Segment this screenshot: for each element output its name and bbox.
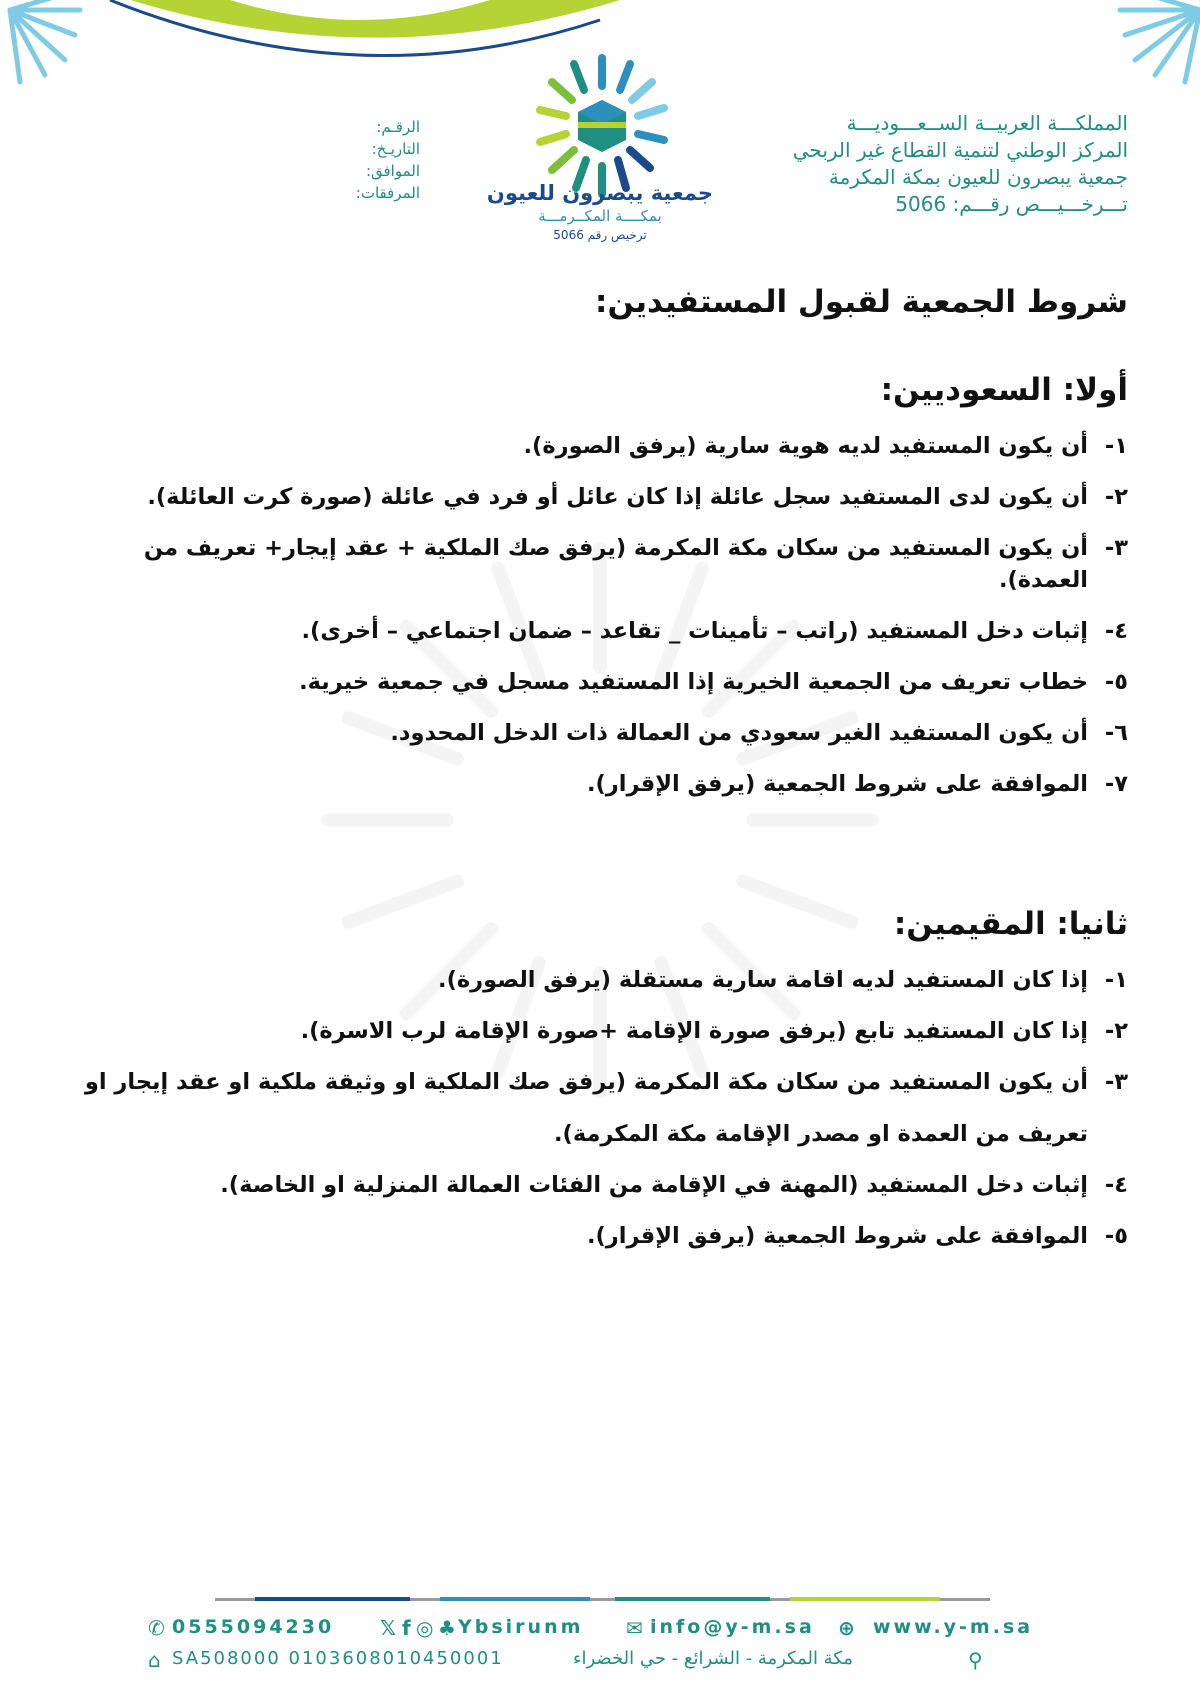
instagram-icon[interactable]: ◎ xyxy=(416,1616,434,1640)
field-corresponding: الموافق: xyxy=(365,162,420,180)
org-line-kingdom: المملكـــة العربيــة الســعـــوديـــة xyxy=(846,111,1128,135)
footer-address-row xyxy=(148,1648,1058,1676)
item-text: أن يكون المستفيد لديه هوية سارية (يرفق الصورة). xyxy=(523,433,1088,459)
item-text: أن يكون المستفيد الغير سعودي من العمالة ذات الدخل المحدود. xyxy=(390,720,1088,746)
list-item xyxy=(68,481,1128,513)
footer-accent-navy xyxy=(255,1597,410,1601)
location-pin-icon: ⚲ xyxy=(968,1648,983,1672)
letterhead-reference-fields xyxy=(300,116,420,204)
logo-city: بمكــــة المكــرمـــة xyxy=(538,207,662,225)
footer-email[interactable]: info@y-m.sa xyxy=(650,1616,815,1638)
footer xyxy=(0,1590,1200,1697)
list-item xyxy=(68,1169,1128,1201)
item-number: ٣- xyxy=(1104,535,1128,561)
org-line-center: المركز الوطني لتنمية القطاع غير الربحي xyxy=(792,138,1128,162)
item-number: ٦- xyxy=(1104,720,1128,746)
footer-social-handle[interactable]: Ybsirunm xyxy=(458,1616,584,1638)
document-body xyxy=(68,280,1128,1271)
saudi-conditions-list xyxy=(68,430,1128,800)
field-number: الرقـم: xyxy=(376,118,420,136)
list-item xyxy=(68,666,1128,698)
list-item xyxy=(68,430,1128,462)
list-item xyxy=(68,768,1128,800)
corner-burst-left xyxy=(0,0,90,90)
item-number: ١- xyxy=(1104,967,1128,993)
footer-address: مكة المكرمة - الشرائع - حي الخضراء xyxy=(573,1648,853,1669)
email-icon: ✉ xyxy=(626,1616,643,1640)
globe-icon: ⊕ xyxy=(838,1616,855,1640)
list-item xyxy=(68,964,1128,996)
footer-iban: SA508000 0103608010450001 xyxy=(172,1648,504,1669)
item-text: إذا كان المستفيد لديه اقامة سارية مستقلة (يرفق الصورة). xyxy=(438,967,1088,993)
item-text: خطاب تعريف من الجمعية الخيرية إذا المستفيد مسجل في جمعية خيرية. xyxy=(299,669,1088,695)
footer-accent-blue xyxy=(440,1597,590,1601)
item-number: ٤- xyxy=(1104,1172,1128,1198)
item-text: أن يكون لدى المستفيد سجل عائلة إذا كان عائل أو فرد في عائلة (صورة كرت العائلة). xyxy=(147,484,1088,510)
item-text: أن يكون المستفيد من سكان مكة المكرمة (يرفق صك الملكية او وثيقة ملكية او عقد إيجار او تعريف من العمدة او مصدر الإقامة مكة المكرمة). xyxy=(84,1069,1088,1147)
whatsapp-icon: ✆ xyxy=(148,1616,165,1640)
item-number: ٢- xyxy=(1104,484,1128,510)
footer-contact-row xyxy=(148,1616,1058,1644)
section-heading-residents: ثانيا: المقيمين: xyxy=(893,906,1128,942)
item-number: ٥- xyxy=(1104,1223,1128,1249)
footer-accent-teal xyxy=(615,1597,770,1601)
list-item xyxy=(68,1015,1128,1047)
list-item xyxy=(68,1066,1128,1150)
facebook-icon[interactable]: f xyxy=(402,1616,411,1640)
x-icon[interactable]: 𝕏 xyxy=(380,1616,397,1640)
snapchat-icon[interactable]: ♣ xyxy=(438,1616,456,1640)
item-text: إثبات دخل المستفيد (المهنة في الإقامة من الفئات العمالة المنزلية او الخاصة). xyxy=(220,1172,1088,1198)
item-text: الموافقة على شروط الجمعية (يرفق الإقرار). xyxy=(586,1223,1088,1249)
letterhead-org-block xyxy=(748,110,1128,218)
bank-icon: ⌂ xyxy=(148,1648,161,1672)
item-number: ٤- xyxy=(1104,618,1128,644)
corner-burst-right xyxy=(1090,0,1200,90)
item-number: ٧- xyxy=(1104,771,1128,797)
field-attachments: المرفقات: xyxy=(355,184,420,202)
logo-text-block xyxy=(480,180,720,244)
section-heading-saudis: أولا: السعوديين: xyxy=(880,372,1128,408)
item-number: ١- xyxy=(1104,433,1128,459)
document-title: شروط الجمعية لقبول المستفيدين: xyxy=(595,284,1128,320)
item-text: إثبات دخل المستفيد (راتب – تأمينات _ تقاعد – ضمان اجتماعي – أخرى). xyxy=(301,618,1088,644)
footer-website[interactable]: www.y-m.sa xyxy=(873,1616,1034,1638)
field-date: التاريـخ: xyxy=(371,140,420,158)
org-line-association: جمعية يبصرون للعيون بمكة المكرمة xyxy=(828,165,1128,189)
item-text: إذا كان المستفيد تابع (يرفق صورة الإقامة +صورة الإقامة لرب الاسرة). xyxy=(300,1018,1088,1044)
item-text: أن يكون المستفيد من سكان مكة المكرمة (يرفق صك الملكية + عقد إيجار+ تعريف من العمدة). xyxy=(143,535,1088,593)
list-item xyxy=(68,1220,1128,1252)
logo-name: جمعية يبصرون للعيون xyxy=(486,181,714,205)
list-item xyxy=(68,717,1128,749)
resident-conditions-list xyxy=(68,964,1128,1252)
item-text: الموافقة على شروط الجمعية (يرفق الإقرار). xyxy=(586,771,1088,797)
list-item xyxy=(68,532,1128,596)
org-line-license: تـــرخـــيـــص رقـــم: 5066 xyxy=(895,192,1128,216)
item-number: ٥- xyxy=(1104,669,1128,695)
list-item xyxy=(68,615,1128,647)
item-number: ٢- xyxy=(1104,1018,1128,1044)
logo-license: ترخيص رقم 5066 xyxy=(553,228,647,242)
footer-accent-lime xyxy=(790,1597,940,1601)
item-number: ٣- xyxy=(1104,1069,1128,1095)
footer-phone[interactable]: 0555094230 xyxy=(172,1616,335,1638)
